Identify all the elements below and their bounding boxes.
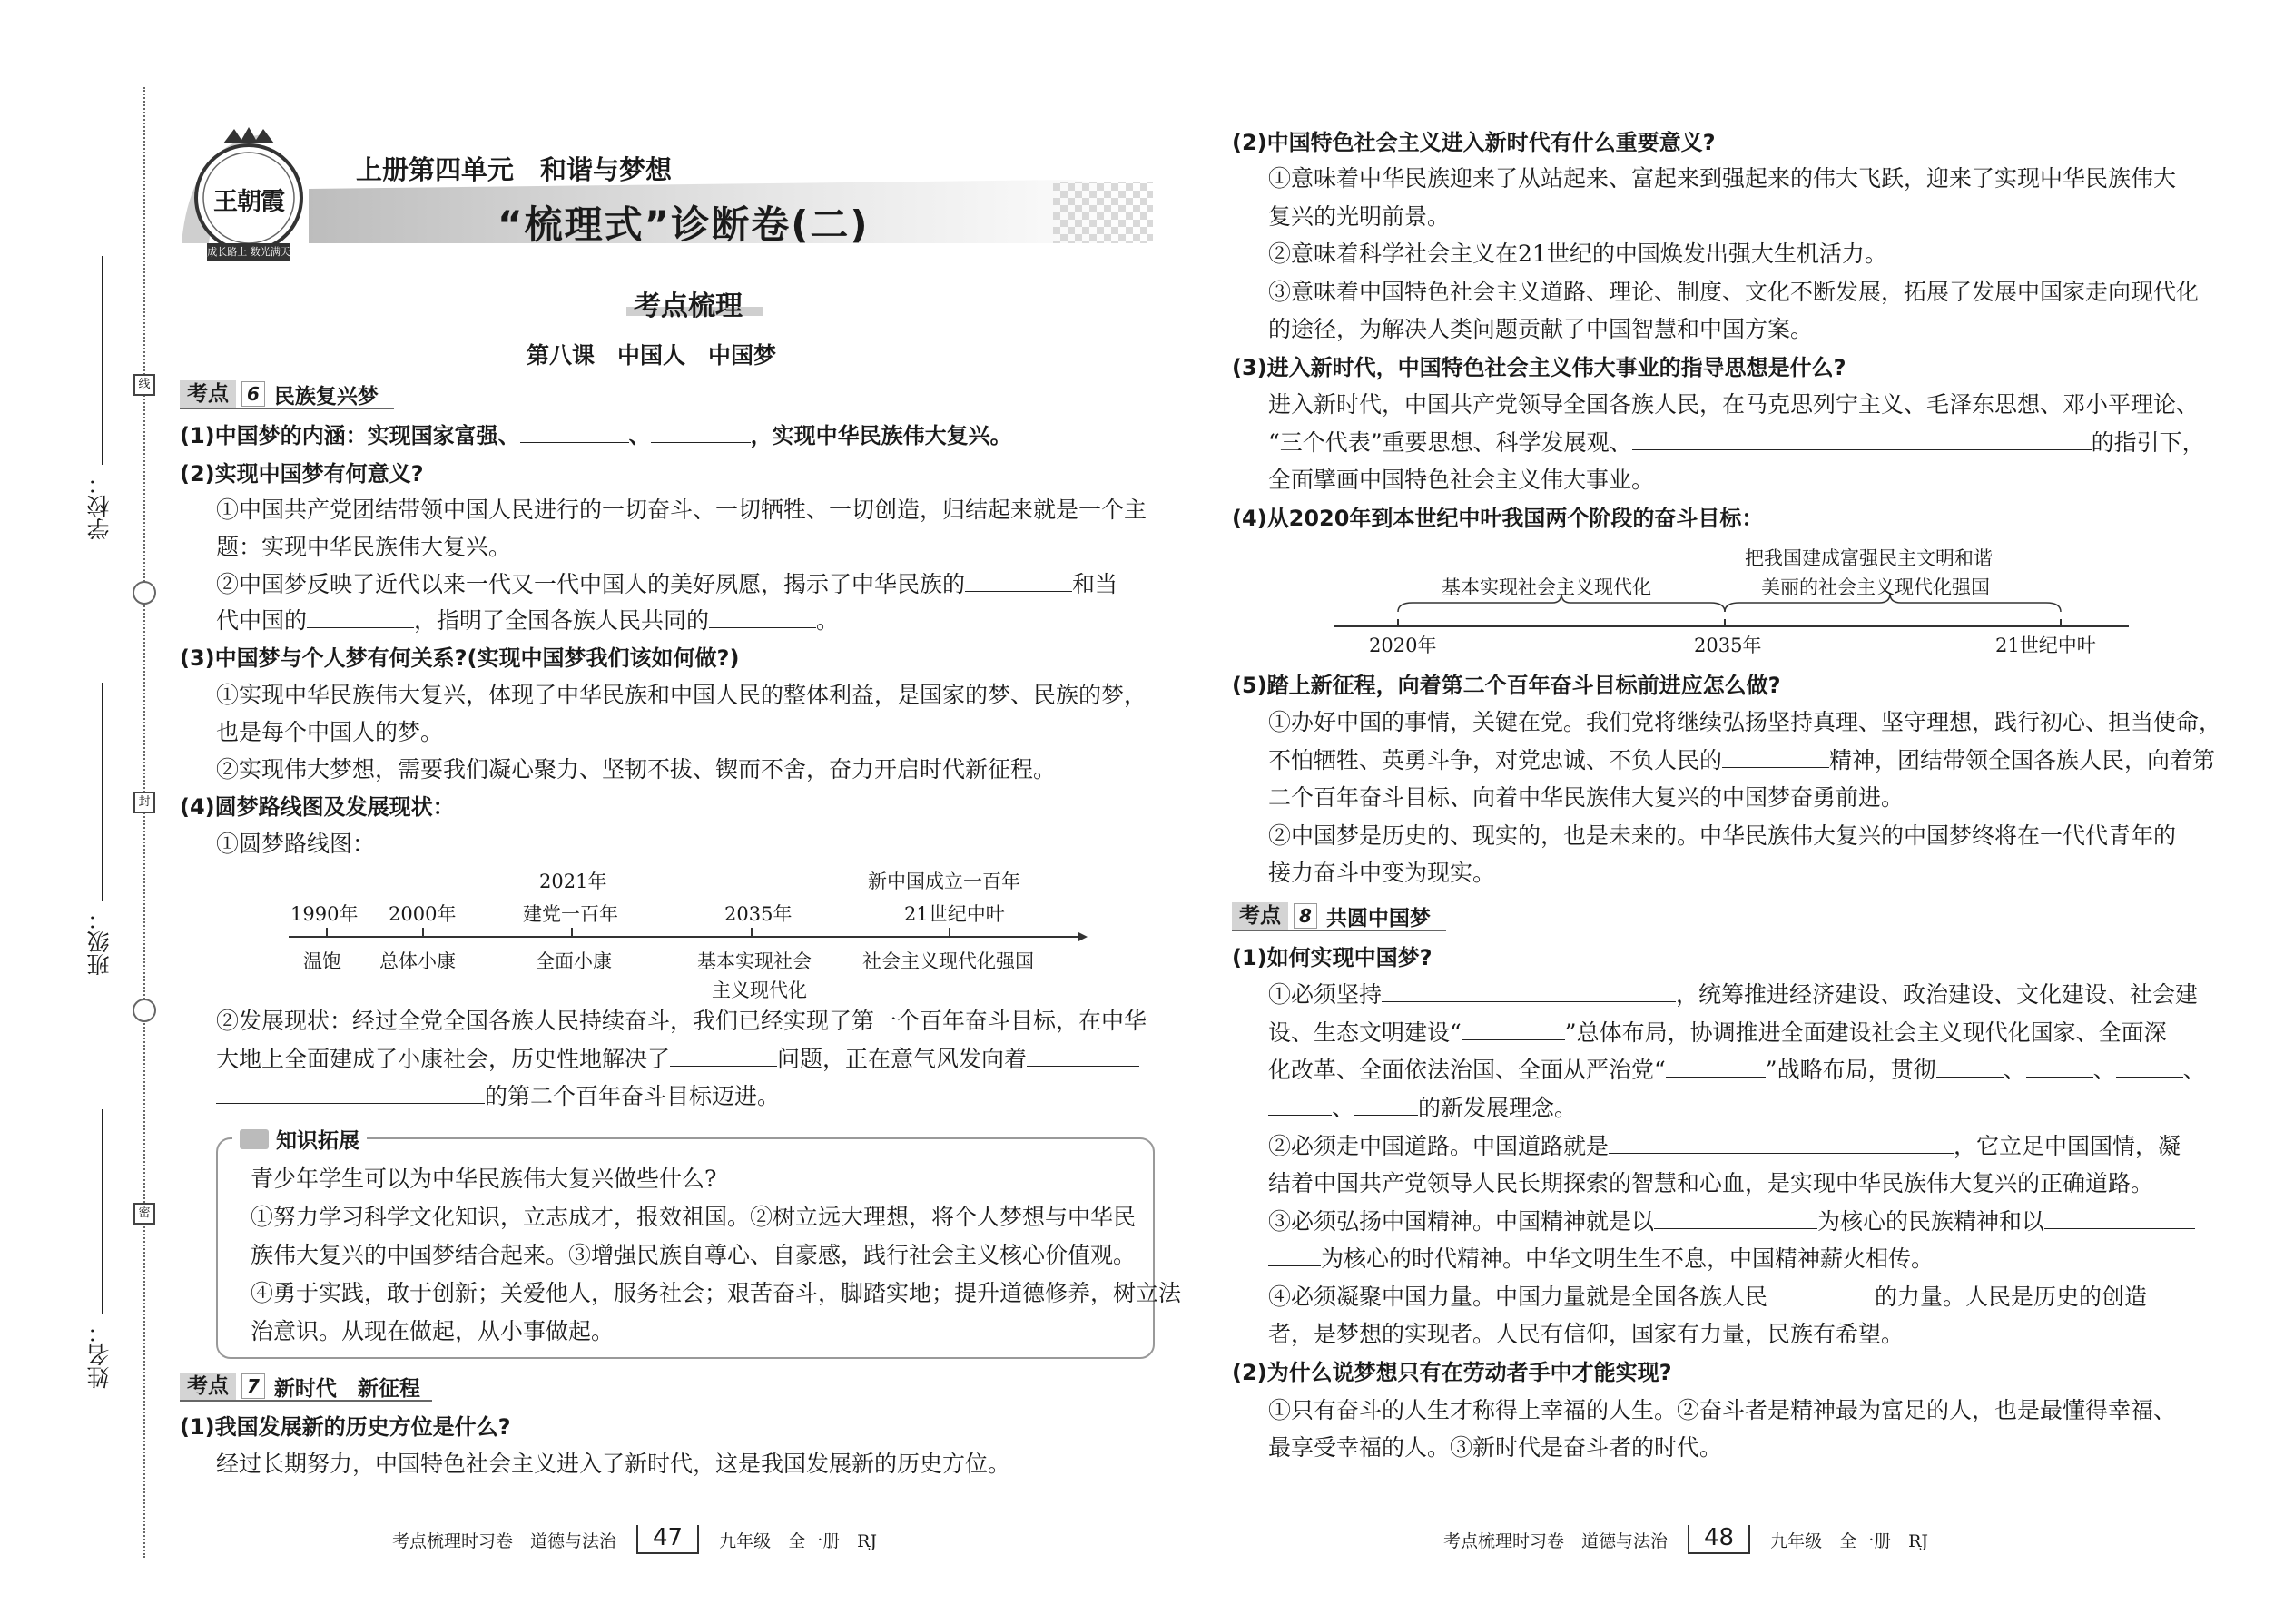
q5-answer: 经过长期努力，中国特色社会主义进入了新时代，这是我国发展新的历史方位。 — [216, 1451, 1011, 1477]
timeline-label-wenbao: 温饱 — [303, 950, 341, 972]
blank[interactable] — [1767, 1284, 1875, 1304]
blank[interactable] — [1632, 429, 2092, 450]
r2-answer-3b: 的途径，为解决人类问题贡献了中国智慧和中国方案。 — [1268, 316, 1814, 342]
kaodian-num: 8 — [1294, 903, 1317, 929]
knowledge-line-2: 族伟大复兴的中国梦结合起来。③增强民族自尊心、自豪感，践行社会主义核心价值观。 — [251, 1242, 1137, 1268]
r3-answer-2: “三个代表”重要思想、科学发展观、 的指引下， — [1268, 429, 2205, 456]
name-field[interactable] — [102, 1109, 103, 1314]
r5-answer-1b: 不怕牺牲、英勇斗争，对党忠诚、不负人民的 精神，团结带领全国各族人民，向着第 — [1268, 747, 2216, 773]
blank[interactable] — [1462, 1019, 1565, 1040]
s1-answer-1d: 、 的新发展理念。 — [1268, 1093, 1577, 1124]
name-label: 姓名： — [86, 1321, 113, 1389]
book-icon — [240, 1129, 269, 1149]
q2-answer-1b: 题：实现中华民族伟大复兴。 — [216, 534, 512, 560]
timeline-year-2035: 2035年 — [724, 903, 793, 925]
q3-answer-1b: 也是每个中国人的梦。 — [216, 719, 444, 745]
section-title-box — [599, 283, 790, 322]
footer-right-title: 考点梳理时习卷 道德与法治 — [1443, 1530, 1669, 1551]
q4-answer-2: ②发展现状：经过全党全国各族人民持续奋斗，我们已经实现了第一个百年奋斗目标，在中华 — [216, 1008, 1147, 1034]
kaodian-title: 共圆中国梦 — [1325, 906, 1431, 930]
s1-answer-4: ④必须凝聚中国力量。中国力量就是全国各族人民 的力量。人民是历史的创造 — [1268, 1284, 2148, 1310]
goal-year-2035: 2035年 — [1694, 635, 1762, 656]
blank[interactable] — [2116, 1057, 2183, 1078]
footer-left-title: 考点梳理时习卷 道德与法治 — [392, 1530, 617, 1551]
timeline-prc-centenary: 新中国成立一百年 — [868, 871, 1020, 892]
r2-answer-2: ②意味着科学社会主义在21世纪的中国焕发出强大生机活力。 — [1268, 241, 1887, 267]
blank[interactable] — [307, 607, 414, 628]
blank[interactable] — [520, 422, 629, 443]
knowledge-question: 青少年学生可以为中华民族伟大复兴做些什么? — [251, 1166, 717, 1192]
blank[interactable] — [1354, 1095, 1418, 1116]
s1-answer-1: ①必须坚持 ，统筹推进经济建设、政治建设、文化建设、社会建 — [1268, 981, 2199, 1008]
q4-heading: (4)圆梦路线图及发展现状： — [180, 794, 455, 820]
kaodian-tag: 考点 — [180, 1373, 236, 1400]
timeline-label-modernization-b: 主义现代化 — [712, 979, 807, 1001]
r3-heading: (3)进入新时代，中国特色社会主义伟大事业的指导思想是什么? — [1232, 355, 1846, 380]
r2-answer-1: ①意味着中华民族迎来了从站起来、富起来到强起来的伟大飞跃，迎来了实现中华民族伟大 — [1268, 165, 2177, 192]
goal-stage-2-b: 美丽的社会主义现代化强国 — [1761, 576, 1990, 598]
r3-answer-1: 进入新时代，中国共产党领导全国各族人民，在马克思列宁主义、毛泽东思想、邓小平理论、 — [1268, 391, 2200, 418]
knowledge-line-1: ①努力学习科学文化知识，立志成才，报效祖国。②树立远大理想，将个人梦想与中华民 — [251, 1204, 1137, 1230]
q5-heading: (1)我国发展新的历史方位是什么? — [180, 1414, 511, 1440]
seal-char-3: 密 — [133, 1203, 155, 1225]
q1-line: (1)中国梦的内涵：实现国家富强、 、 ，实现中华民族伟大复兴。 — [180, 423, 1012, 448]
s1-answer-1b: 设、生态文明建设“ ”总体布局，协调推进全面建设社会主义现代化国家、全面深 — [1268, 1019, 2167, 1046]
r2-answer-1b: 复兴的光明前景。 — [1268, 203, 1451, 230]
knowledge-title: 知识拓展 — [276, 1129, 359, 1153]
q2-heading: (2)实现中国梦有何意义? — [180, 461, 424, 487]
blank[interactable] — [670, 1046, 777, 1067]
r5-answer-1c: 二个百年奋斗目标、向着中华民族伟大复兴的中国梦奋勇前进。 — [1268, 784, 1905, 811]
blank[interactable] — [651, 422, 751, 443]
footer-left-grade: 九年级 全一册 RJ — [719, 1530, 878, 1551]
s1-answer-1c: 化改革、全面依法治国、全面从严治党“ ”战略布局，贯彻 、 、 、 — [1268, 1057, 2206, 1083]
s1-answer-2b: 结着中国共产党领导人民长期探索的智慧和心血，是实现中华民族伟大复兴的正确道路。 — [1268, 1170, 2154, 1196]
timeline-party-centenary: 建党一百年 — [523, 903, 618, 925]
timeline-label-modernization-a: 基本实现社会 — [697, 950, 812, 972]
decor-dot-2 — [133, 999, 156, 1022]
blank[interactable] — [965, 571, 1072, 592]
r4-heading: (4)从2020年到本世纪中叶我国两个阶段的奋斗目标： — [1232, 506, 1764, 531]
blank[interactable] — [1666, 1057, 1766, 1078]
kaodian-tag: 考点 — [180, 380, 236, 408]
knowledge-line-4: 治意识。从现在做起，从小事做起。 — [251, 1318, 615, 1344]
blank[interactable] — [1722, 747, 1829, 768]
s2-answer-1: ①只有奋斗的人生才称得上幸福的人生。②奋斗者是精神最为富足的人，也是最懂得幸福、 — [1268, 1397, 2177, 1423]
blank[interactable] — [216, 1083, 485, 1104]
seal-char-2: 封 — [133, 792, 155, 813]
q2-answer-2b: 代中国的 ，指明了全国各族人民共同的 。 — [216, 607, 840, 634]
timeline-year-2021: 2021年 — [539, 871, 607, 892]
school-field[interactable] — [102, 256, 103, 465]
r5-answer-2: ②中国梦是历史的、现实的，也是未来的。中华民族伟大复兴的中国梦终将在一代代青年的 — [1268, 822, 2177, 849]
r3-answer-3: 全面擘画中国特色社会主义伟大事业。 — [1268, 467, 1655, 493]
kaodian-tag: 考点 — [1232, 902, 1288, 930]
goal-year-2020: 2020年 — [1369, 635, 1437, 656]
blank[interactable] — [2044, 1208, 2195, 1229]
blank[interactable] — [1609, 1133, 1954, 1154]
timeline-year-1990: 1990年 — [290, 903, 359, 925]
class-label: 班级： — [86, 908, 113, 976]
decor-dot-1 — [133, 581, 156, 605]
r5-answer-2b: 接力奋斗中变为现实。 — [1268, 860, 1496, 886]
r5-heading: (5)踏上新征程，向着第二个百年奋斗目标前进应怎么做? — [1232, 673, 1781, 698]
q4-answer-2c: 的第二个百年奋斗目标迈进。 — [216, 1081, 780, 1112]
kaodian-title: 新时代 新征程 — [273, 1376, 420, 1401]
q4-answer-2b: 大地上全面建成了小康社会，历史性地解决了 问题，正在意气风发向着 — [216, 1044, 1139, 1075]
kaodian-title: 民族复兴梦 — [273, 384, 379, 408]
logo-name: 王朝霞 — [213, 188, 284, 216]
section-title: 考点梳理 — [634, 290, 743, 322]
timeline-label-strong-nation: 社会主义现代化强国 — [862, 950, 1034, 972]
q2-answer-2: ②中国梦反映了近代以来一代又一代中国人的美好夙愿，揭示了中华民族的 和当 — [216, 571, 1118, 597]
kaodian-6 — [180, 380, 379, 408]
page-number-left: 47 — [636, 1525, 699, 1554]
kaodian-num: 7 — [241, 1373, 265, 1399]
r5-answer-1: ①办好中国的事情，关键在党。我们党将继续弘扬坚持真理、坚守理想，践行初心、担当使命， — [1268, 709, 2222, 735]
blank[interactable] — [2026, 1057, 2093, 1078]
s1-heading: (1)如何实现中国梦? — [1232, 945, 1433, 970]
timeline-label-basic-xiaokang: 总体小康 — [379, 950, 456, 972]
goal-year-mid-century: 21世纪中叶 — [1995, 635, 2096, 656]
q3-answer-1: ①实现中华民族伟大复兴，体现了中华民族和中国人民的整体利益，是国家的梦、民族的梦， — [216, 682, 1147, 708]
kaodian-8 — [1232, 902, 1431, 930]
kaodian-7 — [180, 1373, 420, 1400]
blank[interactable] — [1654, 1208, 1817, 1229]
q3-answer-2: ②实现伟大梦想，需要我们凝心聚力、坚韧不拔、锲而不舍，奋力开启时代新征程。 — [216, 756, 1057, 782]
blank[interactable] — [1382, 981, 1676, 1002]
school-label: 学校： — [86, 472, 113, 540]
blank[interactable] — [1027, 1046, 1139, 1067]
s1-answer-3b: 为核心的时代精神。中华文明生生不息，中国精神薪火相传。 — [1268, 1244, 1934, 1275]
brand-logo — [189, 127, 309, 272]
s1-answer-4b: 者，是梦想的实现者。人民有信仰，国家有力量，民族有希望。 — [1268, 1321, 1905, 1347]
exam-title: “梳理式”诊断卷(二) — [497, 202, 870, 247]
timeline-roadmap — [289, 862, 1088, 999]
r2-answer-3: ③意味着中国特色社会主义道路、理论、制度、文化不断发展，拓展了发展中国家走向现代化 — [1268, 279, 2200, 305]
q3-heading: (3)中国梦与个人梦有何关系?(实现中国梦我们该如何做?) — [180, 645, 740, 671]
timeline-goals — [1334, 543, 2133, 661]
s2-answer-2: 最享受幸福的人。③新时代是奋斗者的时代。 — [1268, 1434, 1723, 1461]
page-number-right: 48 — [1688, 1525, 1750, 1554]
footer-left — [392, 1525, 877, 1554]
knowledge-line-3: ④勇于实践，敢于创新；关爱他人，服务社会；艰苦奋斗，脚踏实地；提升道德修养，树立法 — [251, 1280, 1182, 1306]
q2-answer-1: ①中国共产党团结带领中国人民进行的一切奋斗、一切牺牲、一切创造，归结起来就是一个主 — [216, 497, 1147, 523]
footer-right-grade: 九年级 全一册 RJ — [1770, 1530, 1929, 1551]
logo-motto: 成长路上 数光满天 — [207, 246, 290, 258]
blank[interactable] — [709, 607, 816, 628]
s2-heading: (2)为什么说梦想只有在劳动者手中才能实现? — [1232, 1360, 1672, 1385]
goal-stage-2-a: 把我国建成富强民主文明和谐 — [1745, 547, 1993, 569]
binding-line — [143, 87, 145, 1558]
q4-answer-1: ①圆梦路线图： — [216, 831, 376, 857]
class-field[interactable] — [102, 683, 103, 901]
timeline-label-full-xiaokang: 全面小康 — [536, 950, 612, 972]
timeline-year-2000: 2000年 — [389, 903, 457, 925]
knowledge-box-header — [232, 1124, 367, 1154]
blank[interactable] — [1268, 1095, 1332, 1116]
lesson-title: 第八课 中国人 中国梦 — [527, 342, 777, 369]
kaodian-num: 6 — [241, 381, 265, 407]
footer-right — [1443, 1525, 1928, 1554]
unit-title: 上册第四单元 和谐与梦想 — [356, 154, 673, 185]
seal-char-1: 线 — [133, 374, 155, 396]
s1-answer-3: ③必须弘扬中国精神。中国精神就是以 为核心的民族精神和以 — [1268, 1206, 2195, 1237]
blank[interactable] — [1268, 1245, 1321, 1266]
goal-stage-1: 基本实现社会主义现代化 — [1442, 576, 1651, 598]
s1-answer-2: ②必须走中国道路。中国道路就是 ，它立足中国国情，凝 — [1268, 1133, 2181, 1159]
blank[interactable] — [1936, 1057, 2004, 1078]
timeline-mid-century: 21世纪中叶 — [904, 903, 1005, 925]
r2-heading: (2)中国特色社会主义进入新时代有什么重要意义? — [1232, 130, 1716, 155]
